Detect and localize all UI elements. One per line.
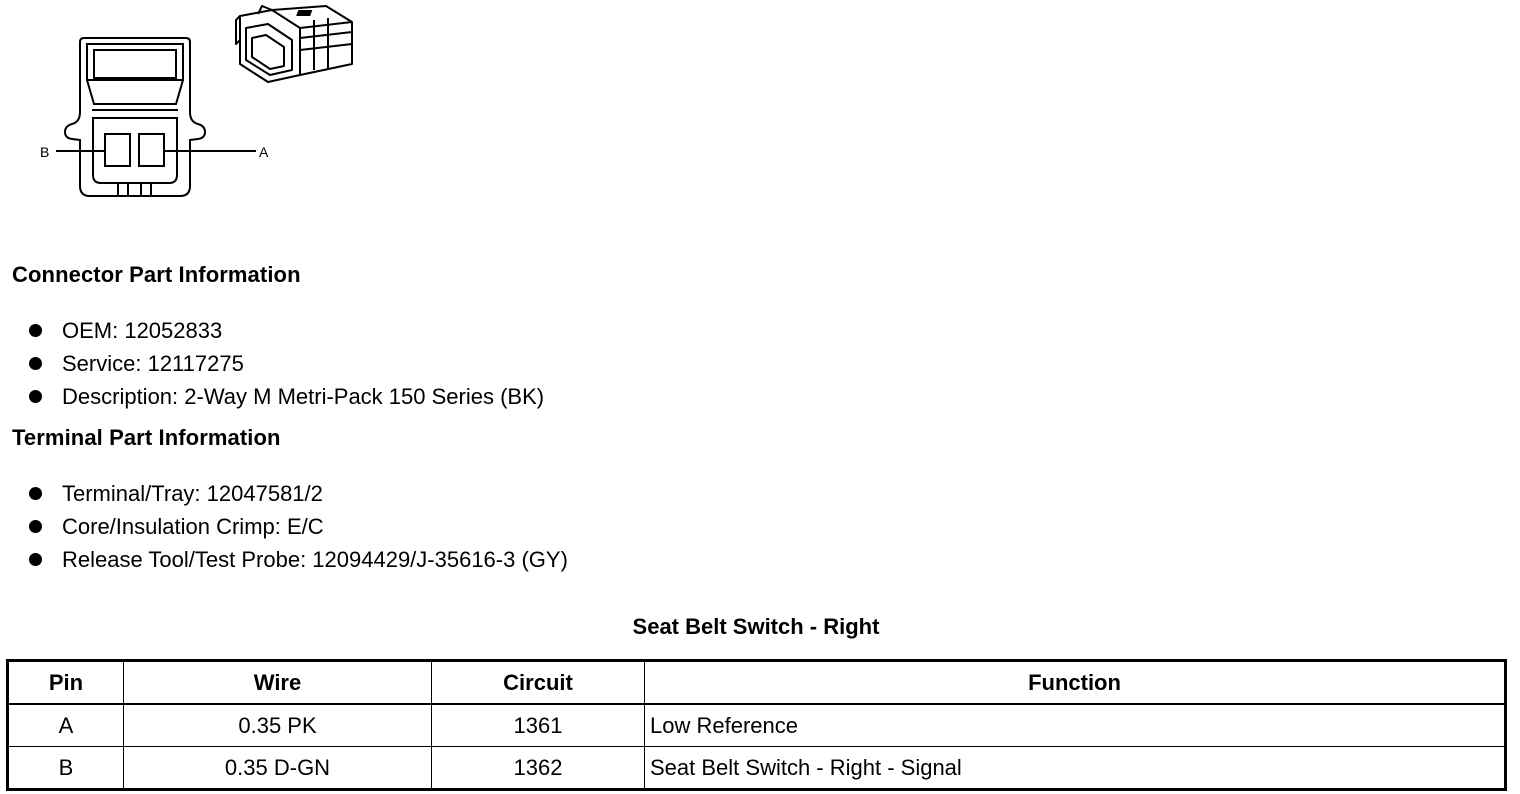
terminal-part-info-title: Terminal Part Information bbox=[12, 425, 281, 450]
bullet-icon bbox=[29, 390, 42, 403]
list-item bbox=[0, 512, 568, 545]
pinout-table-title: Seat Belt Switch - Right bbox=[632, 614, 880, 639]
cell-pin: A bbox=[8, 704, 124, 747]
list-item bbox=[0, 316, 544, 349]
cell-wire: 0.35 D-GN bbox=[124, 747, 432, 790]
table-header-row bbox=[8, 661, 1506, 705]
connector-diagram bbox=[0, 0, 400, 215]
column-header-pin: Pin bbox=[8, 661, 124, 705]
list-item-text: Release Tool/Test Probe: 12094429/J-35616-3 (GY) bbox=[62, 547, 568, 572]
connector-part-info-list bbox=[0, 316, 544, 415]
list-item bbox=[0, 349, 544, 382]
cell-circuit: 1361 bbox=[432, 704, 645, 747]
list-item-text: OEM: 12052833 bbox=[62, 318, 223, 343]
cell-function: Seat Belt Switch - Right - Signal bbox=[645, 747, 1506, 790]
cell-wire: 0.35 PK bbox=[124, 704, 432, 747]
bullet-icon bbox=[29, 520, 42, 533]
cell-function: Low Reference bbox=[645, 704, 1506, 747]
list-item bbox=[0, 545, 568, 578]
connector-part-info-title: Connector Part Information bbox=[12, 262, 301, 287]
bullet-icon bbox=[29, 487, 42, 500]
list-item bbox=[0, 479, 568, 512]
bullet-icon bbox=[29, 553, 42, 566]
list-item-text: Description: 2-Way M Metri-Pack 150 Series (BK) bbox=[62, 384, 545, 409]
table-row bbox=[8, 704, 1506, 747]
column-header-wire: Wire bbox=[124, 661, 432, 705]
pinout-table bbox=[6, 659, 1507, 791]
connector-isometric-icon bbox=[236, 6, 352, 82]
bullet-icon bbox=[29, 324, 42, 337]
cell-circuit: 1362 bbox=[432, 747, 645, 790]
list-item-text: Terminal/Tray: 12047581/2 bbox=[62, 481, 323, 506]
column-header-function: Function bbox=[645, 661, 1506, 705]
terminal-part-info-list bbox=[0, 479, 568, 578]
pin-b-callout: B bbox=[40, 144, 50, 160]
list-item-text: Service: 12117275 bbox=[62, 351, 244, 376]
bullet-icon bbox=[29, 357, 42, 370]
column-header-circuit: Circuit bbox=[432, 661, 645, 705]
list-item bbox=[0, 382, 544, 415]
table-row bbox=[8, 747, 1506, 790]
list-item-text: Core/Insulation Crimp: E/C bbox=[62, 514, 324, 539]
cell-pin: B bbox=[8, 747, 124, 790]
pin-a-callout: A bbox=[259, 144, 269, 160]
